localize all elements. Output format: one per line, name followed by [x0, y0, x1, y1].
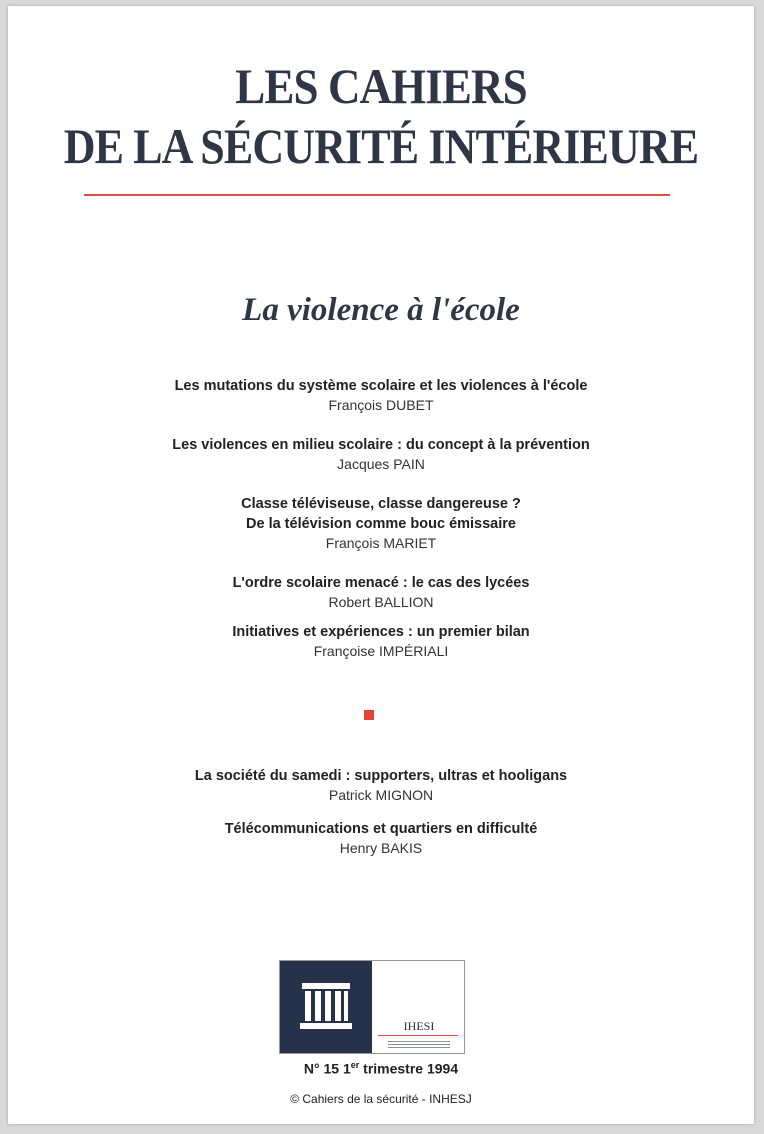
article-title: Les mutations du système scolaire et les violences à l'école — [174, 378, 588, 394]
dossier-article-list — [8, 376, 754, 661]
journal-title-line2: DE LA SÉCURITÉ INTÉRIEURE — [63, 118, 699, 174]
issue-info — [8, 1060, 754, 1077]
article-subtitle: De la télévision comme bouc émissaire — [246, 516, 516, 532]
dossier-title: La violence à l'école — [242, 292, 520, 328]
copyright-line: © Cahiers de la sécurité - INHESJ — [290, 1092, 472, 1106]
title-rule — [84, 194, 670, 196]
logo-acronym: IHESI — [403, 1019, 435, 1033]
section-separator-square — [364, 710, 374, 720]
article-entry — [8, 494, 754, 553]
article-title: La société du samedi : supporters, ultras et hooligans — [194, 768, 568, 784]
article-author: François MARIET — [325, 535, 437, 551]
article-entry — [8, 622, 754, 661]
article-entry — [8, 819, 754, 858]
article-title: L'ordre scolaire menacé : le cas des lycées — [232, 575, 530, 591]
issue-period: trimestre 1994 — [359, 1060, 459, 1077]
issue-number: N° 15 1 — [303, 1060, 351, 1077]
article-author: Robert BALLION — [328, 594, 434, 610]
publisher-logo — [279, 960, 465, 1054]
article-title: Classe téléviseuse, classe dangereuse ? — [241, 496, 521, 512]
article-title: Les violences en milieu scolaire : du concept à la prévention — [172, 437, 590, 453]
article-entry — [8, 435, 754, 474]
issue-ordinal: er — [350, 1060, 360, 1070]
logo-rule — [378, 1035, 458, 1036]
article-entry — [8, 376, 754, 415]
article-author: Patrick MIGNON — [328, 787, 434, 803]
columns-building-icon — [280, 961, 372, 1053]
article-entry — [8, 573, 754, 612]
article-author: Françoise IMPÉRIALI — [313, 643, 449, 659]
logo-subtitle-lines — [380, 1039, 458, 1049]
article-title: Initiatives et expériences : un premier bilan — [232, 624, 530, 640]
article-author: François DUBET — [328, 397, 434, 413]
journal-title-line1: LES CAHIERS — [235, 58, 527, 114]
article-author: Henry BAKIS — [339, 840, 423, 856]
other-article-list — [8, 766, 754, 858]
article-author: Jacques PAIN — [337, 456, 425, 472]
article-title: Télécommunications et quartiers en difficulté — [224, 821, 538, 837]
cover-page — [8, 6, 754, 1124]
article-entry — [8, 766, 754, 805]
